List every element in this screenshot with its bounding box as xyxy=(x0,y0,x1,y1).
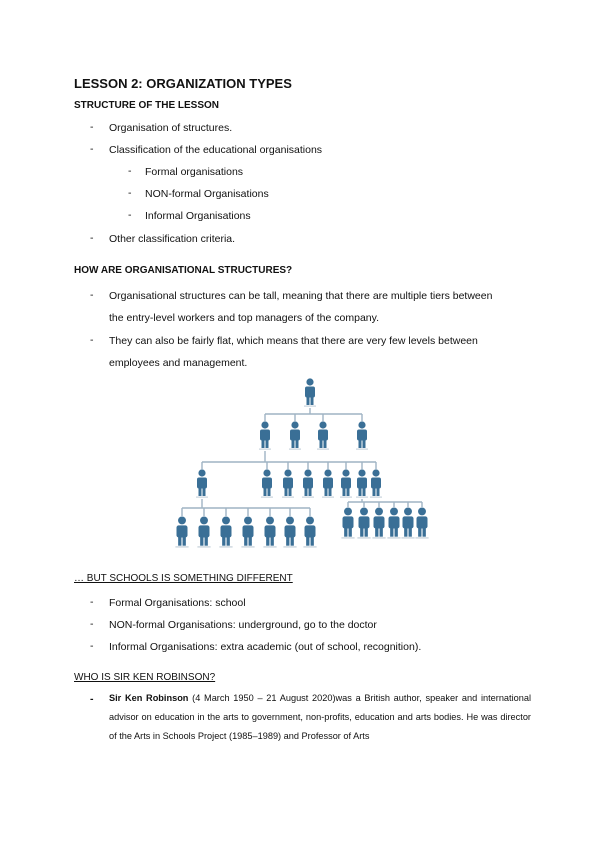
people-icons xyxy=(175,378,428,547)
person-icon xyxy=(263,516,276,547)
schools-item-3: Informal Organisations: extra academic (out of school, recognition). xyxy=(109,641,422,653)
person-icon xyxy=(317,421,329,449)
robinson-heading: WHO IS SIR KEN ROBINSON? xyxy=(74,672,216,683)
person-icon xyxy=(357,507,370,538)
person-icon xyxy=(175,516,188,547)
how-heading: HOW ARE ORGANISATIONAL STRUCTURES? xyxy=(74,265,293,276)
structure-subitem-3: Informal Organisations xyxy=(145,210,251,222)
person-icon xyxy=(219,516,232,547)
person-icon xyxy=(322,469,334,497)
bullet-dash: - xyxy=(90,334,94,346)
bullet-dash: - xyxy=(128,187,132,199)
person-icon xyxy=(401,507,414,538)
how-item-2-line-2: employees and management. xyxy=(109,357,248,369)
person-icon xyxy=(259,421,271,449)
structure-subitem-2: NON-formal Organisations xyxy=(145,188,269,200)
robinson-name: Sir Ken Robinson xyxy=(109,693,189,703)
person-icon xyxy=(304,378,316,406)
person-icon xyxy=(241,516,254,547)
person-icon xyxy=(356,469,368,497)
bullet-dash: - xyxy=(90,693,94,705)
how-item-1-line-1: Organisational structures can be tall, meaning that there are multiple tiers between xyxy=(109,290,493,302)
how-item-1-line-2: the entry-level workers and top managers of the company. xyxy=(109,312,380,324)
structure-subitem-1: Formal organisations xyxy=(145,166,244,178)
bullet-dash: - xyxy=(90,640,94,652)
person-icon xyxy=(356,421,368,449)
person-icon xyxy=(197,516,210,547)
person-icon xyxy=(289,421,301,449)
bullet-dash: - xyxy=(90,596,94,608)
person-icon xyxy=(282,469,294,497)
bullet-dash: - xyxy=(90,143,94,155)
schools-item-1: Formal Organisations: school xyxy=(109,597,246,609)
structure-heading: STRUCTURE OF THE LESSON xyxy=(74,100,220,111)
bullet-dash: - xyxy=(90,232,94,244)
person-icon xyxy=(341,507,354,538)
connector-lines xyxy=(182,408,422,516)
how-item-2-line-1: They can also be fairly flat, which means that there are very few levels between xyxy=(109,335,478,347)
person-icon xyxy=(303,516,316,547)
schools-heading: … BUT SCHOOLS IS SOMETHING DIFFERENT xyxy=(74,573,293,584)
robinson-text: (4 March 1950 – 21 August 2020)was a British author, speaker and international advisor on education in the arts to government, non-profits, education and arts bodies. He was director of the Arts in Schools Project (1985–1989) and Professor of Arts xyxy=(109,693,532,741)
bullet-dash: - xyxy=(128,209,132,221)
bullet-dash: - xyxy=(90,618,94,630)
structure-item-1: Organisation of structures. xyxy=(109,122,233,134)
person-icon xyxy=(370,469,382,497)
person-icon xyxy=(387,507,400,538)
person-icon xyxy=(261,469,273,497)
bullet-dash: - xyxy=(128,165,132,177)
person-icon xyxy=(340,469,352,497)
org-chart-figure xyxy=(170,376,440,562)
person-icon xyxy=(196,469,208,497)
structure-item-2: Classification of the educational organisations xyxy=(109,144,323,156)
person-icon xyxy=(372,507,385,538)
robinson-paragraph xyxy=(109,689,531,746)
person-icon xyxy=(302,469,314,497)
bullet-dash: - xyxy=(90,121,94,133)
person-icon xyxy=(415,507,428,538)
schools-item-2: NON-formal Organisations: underground, go to the doctor xyxy=(109,619,377,631)
lesson-title: LESSON 2: ORGANIZATION TYPES xyxy=(74,76,292,91)
person-icon xyxy=(283,516,296,547)
bullet-dash: - xyxy=(90,289,94,301)
structure-item-3: Other classification criteria. xyxy=(109,233,236,245)
